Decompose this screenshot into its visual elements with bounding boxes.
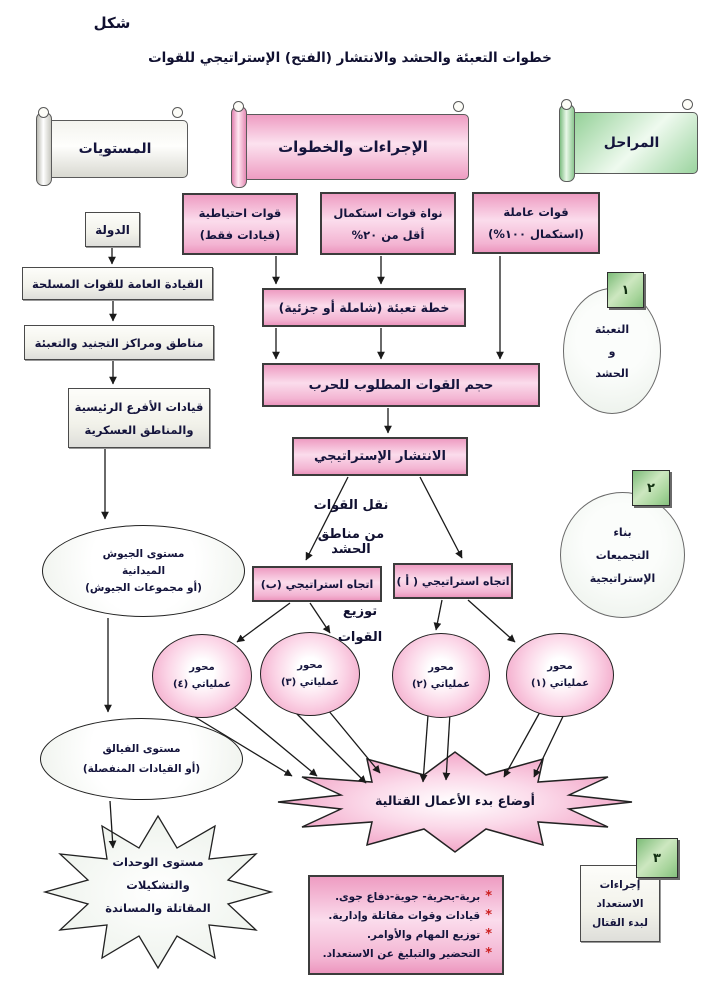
bullet-icon: * xyxy=(485,907,492,923)
box-core-forces xyxy=(320,192,456,255)
stage1-number-badge: ١ xyxy=(607,272,644,308)
readiness-list-box xyxy=(308,875,504,975)
bullet-icon: * xyxy=(485,926,492,942)
box-branch-commands xyxy=(68,388,210,448)
readiness-item xyxy=(320,907,492,923)
box-direction-b: اتجاه استراتيجي (ب) xyxy=(252,566,382,602)
box-state: الدولة xyxy=(85,212,140,247)
ellipse-field-armies xyxy=(42,525,245,617)
banner-levels-label: المستويات xyxy=(78,141,152,157)
units-star-line1: مستوى الوحدات xyxy=(112,855,204,869)
scroll-roll-icon xyxy=(559,104,575,182)
ellipse-axis-2-line1: محور xyxy=(428,661,454,673)
ellipse-corps xyxy=(40,718,243,800)
box-reserve-forces xyxy=(182,193,298,255)
ellipse-axis-4-line2: عملياتي (٤) xyxy=(172,679,232,690)
readiness-item-text: برية-بحرية- جوية-دفاع جوى. xyxy=(335,890,481,903)
scroll-roll-icon xyxy=(36,112,52,186)
box-branch-commands-line1: قيادات الأفرع الرئيسية xyxy=(74,399,204,414)
ellipse-field-armies-line3: (أو مجموعات الجيوش) xyxy=(85,582,202,594)
ellipse-axis-1 xyxy=(506,633,614,717)
banner-procedures-label: الإجراءات والخطوات xyxy=(278,138,428,156)
stage3-line1: إجراءات xyxy=(599,878,641,891)
stage1-line2: و xyxy=(608,344,616,358)
ellipse-axis-3-line2: عملياتي (٣) xyxy=(280,677,340,688)
box-direction-a: اتجاه استراتيجي ( أ ) xyxy=(393,563,513,599)
distribution-note-line2: القوات xyxy=(337,630,383,645)
ellipse-axis-3-line1: محور xyxy=(297,660,323,671)
scroll-pin-icon xyxy=(682,99,693,110)
box-recruitment-centers: مناطق ومراكز التجنيد والتعبئة xyxy=(24,325,214,360)
box-strategic-deployment: الانتشار الإستراتيجي xyxy=(292,437,468,476)
ellipse-field-armies-line2: الميدانية xyxy=(121,565,166,577)
ellipse-axis-3 xyxy=(260,632,360,716)
readiness-item-text: قيادات وقوات مقاتلة وإدارية. xyxy=(328,909,481,922)
box-reserve-forces-line1: قوات احتياطية xyxy=(198,206,282,220)
bullet-icon: * xyxy=(485,945,492,961)
readiness-item-text: توزيع المهام والأوامر. xyxy=(366,928,481,941)
banner-levels xyxy=(42,120,188,178)
ellipse-axis-4 xyxy=(152,634,252,718)
stage2-line1: بناء xyxy=(613,525,632,539)
units-star-line3: المقاتلة والمساندة xyxy=(105,901,211,915)
units-star-line2: والتشكيلات xyxy=(126,878,190,892)
box-core-forces-line1: نواة قوات استكمال xyxy=(333,205,443,220)
scroll-pin-icon xyxy=(561,99,572,110)
stage2-line3: الإستراتيجية xyxy=(589,571,656,585)
box-core-forces-line2: أقل من ٢٠% xyxy=(351,227,425,242)
stage3-number-badge: ٣ xyxy=(636,838,678,878)
stage3-line3: لبدء القتال xyxy=(592,916,648,929)
ellipse-field-armies-line1: مستوى الجيوش xyxy=(102,548,185,560)
banner-procedures xyxy=(237,114,469,180)
ellipse-corps-line2: (أو القيادات المنفصلة) xyxy=(82,763,201,775)
battle-positions-label: أوضاع بدء الأعمال القتالية xyxy=(375,793,535,808)
box-active-forces-line2: (استكمال ١٠٠%) xyxy=(488,227,584,241)
stage3-line2: الاستعداد xyxy=(596,897,644,910)
transfer-note-line1: نقل القوات xyxy=(313,498,389,513)
stage2-line2: التجميعات xyxy=(595,548,650,562)
ellipse-axis-1-line1: محور xyxy=(547,661,573,672)
stage2-ellipse xyxy=(560,492,685,618)
ellipse-axis-2 xyxy=(392,633,490,718)
transfer-note xyxy=(296,498,406,557)
ellipse-axis-4-line1: محور xyxy=(189,662,215,673)
transfer-note-line2: من مناطق الحشد xyxy=(317,527,385,557)
box-active-forces-line1: قوات عاملة xyxy=(503,205,569,219)
box-mobilization-plan: خطة تعبئة (شاملة أو جزئية) xyxy=(262,288,466,327)
scroll-roll-icon xyxy=(231,106,247,188)
scroll-pin-icon xyxy=(233,101,244,112)
scroll-pin-icon xyxy=(172,107,183,118)
box-active-forces xyxy=(472,192,600,254)
ellipse-corps-line1: مستوى الفيالق xyxy=(102,743,181,755)
ellipse-axis-1-line2: عملياتي (١) xyxy=(530,678,590,689)
readiness-item-text: التحضير والتبليغ عن الاستعداد. xyxy=(322,947,481,960)
stage1-line3: الحشد xyxy=(595,366,629,380)
readiness-item xyxy=(320,888,492,904)
units-star-label xyxy=(88,855,228,915)
banner-stages-label: المراحل xyxy=(603,135,660,151)
figure-label: شكل xyxy=(93,14,131,32)
banner-stages xyxy=(565,112,698,174)
box-branch-commands-line2: والمناطق العسكرية xyxy=(84,422,194,437)
stage1-line1: التعبئة xyxy=(594,322,630,336)
box-general-command: القيادة العامة للقوات المسلحة xyxy=(22,267,213,300)
page-title: خطوات التعبئة والحشد والانتشار (الفتح) الإستراتيجي للقوات xyxy=(148,50,552,66)
stage2-number-badge: ٢ xyxy=(632,470,670,506)
box-reserve-forces-line2: (قيادات فقط) xyxy=(199,228,281,242)
bullet-icon: * xyxy=(485,888,492,904)
ellipse-axis-2-line2: عملياتي (٢) xyxy=(411,678,471,690)
scroll-pin-icon xyxy=(453,101,464,112)
distribution-note-line1: توزيع xyxy=(342,604,378,619)
box-required-force-size: حجم القوات المطلوب للحرب xyxy=(262,363,540,407)
scroll-pin-icon xyxy=(38,107,49,118)
readiness-item xyxy=(320,945,492,961)
readiness-item xyxy=(320,926,492,942)
